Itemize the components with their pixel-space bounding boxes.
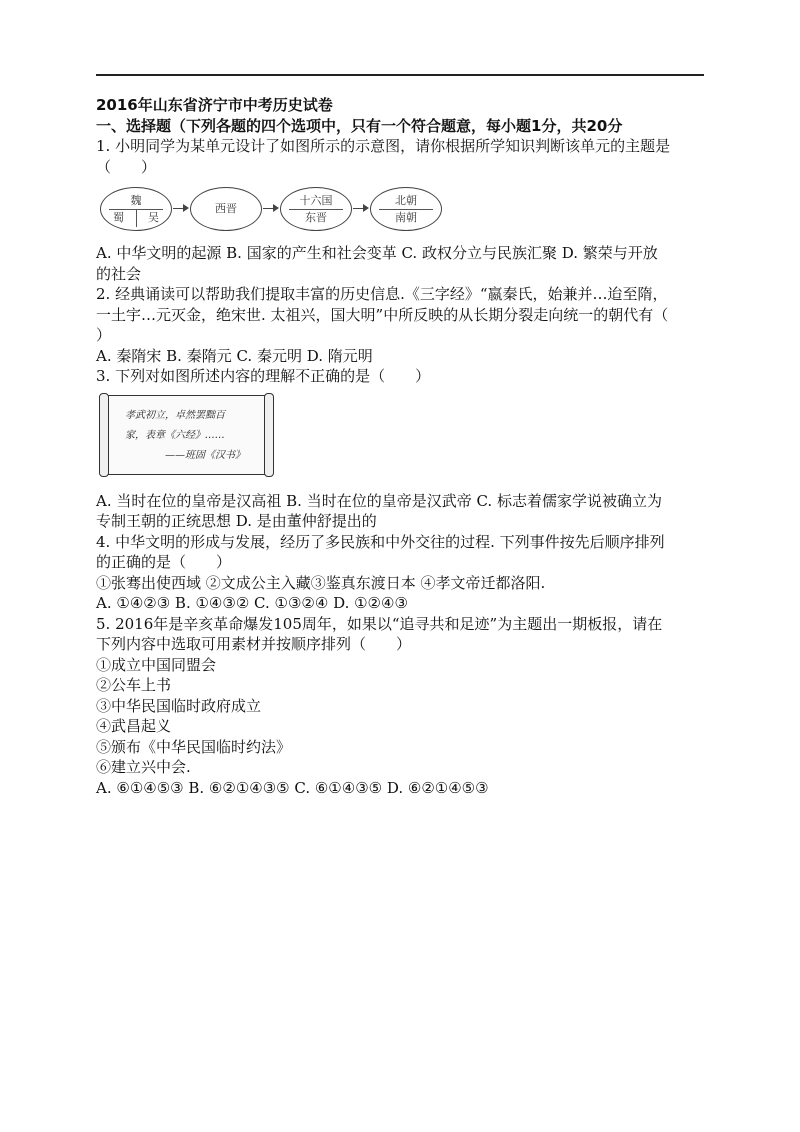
circle-label-northern: 北朝: [395, 194, 417, 207]
exam-content: [96, 95, 708, 798]
q3-options-line1: A. 当时在位的皇帝是汉高祖 B. 当时在位的皇帝是汉武帝 C. 标志着儒家学说被确立为: [96, 491, 662, 510]
q2-stem-line3: ）: [96, 326, 112, 344]
q4-stem-line2: 的正确的是（ ）: [96, 553, 232, 571]
q2-options: A. 秦隋宋 B. 秦隋元 C. 秦元明 D. 隋元明: [96, 346, 373, 365]
header-rule: [96, 74, 704, 76]
scroll-line: 孝武初立，卓然罢黜百: [125, 409, 225, 421]
circle-western-jin: [190, 187, 262, 231]
q4-options: A. ①④②③ B. ①④③② C. ①③②④ D. ①②④③: [96, 594, 408, 612]
circle-label-wei: 魏: [130, 194, 142, 207]
q4-items: ①张骞出使西域 ②文成公主入藏③鉴真东渡日本 ④孝文帝迁都洛阳.: [96, 573, 546, 592]
q2-stem-line1: 2. 经典诵读可以帮助我们提取丰富的历史信息.《三字经》“嬴秦氏，始兼并…迨至隋，: [96, 285, 668, 303]
circle-label-wu: 吴: [148, 211, 159, 224]
circle-three-kingdoms: [100, 187, 172, 231]
q5-item: ③中华民国临时政府成立: [96, 696, 262, 715]
scroll-line-source: ——班固《汉书》: [165, 449, 245, 461]
scroll-text: [125, 406, 245, 466]
scroll-paper: [104, 395, 271, 475]
q3-scroll-image: [96, 393, 708, 483]
circle-north-south: [370, 187, 442, 231]
q5-item: ⑥建立兴中会.: [96, 758, 191, 776]
divider: [289, 209, 343, 210]
arrow-icon: [353, 208, 367, 209]
q1-options-line1: A. 中华文明的起源 B. 国家的产生和社会变革 C. 政权分立与民族汇聚 D. 繁荣与开放: [96, 244, 658, 262]
q5-stem-line1: 5. 2016年是辛亥革命爆发105周年，如果以“追寻共和足迹”为主题出一期板报，请在: [96, 614, 663, 633]
arrow-icon: [173, 208, 187, 209]
q5-options: A. ⑥①④⑤③ B. ⑥②①④③⑤ C. ⑥①④③⑤ D. ⑥②①④⑤③: [96, 778, 489, 797]
divider: [379, 209, 433, 210]
circle-label-shu: 蜀: [113, 211, 124, 224]
q1-stem-line2: （ ）: [96, 157, 157, 176]
exam-title: 2016年山东省济宁市中考历史试卷: [96, 96, 333, 114]
q1-options-line2: 的社会: [96, 264, 142, 283]
q1-stem-line1: 1. 小明同学为某单元设计了如图所示的示意图，请你根据所学知识判断该单元的主题是: [96, 137, 671, 155]
circle-label-southern: 南朝: [395, 211, 417, 224]
q5-item: ④武昌起义: [96, 717, 172, 735]
scroll-roll-left: [99, 393, 109, 477]
q4-stem-line1: 4. 中华文明的形成与发展，经历了多民族和中外交往的过程. 下列事件按先后顺序排列: [96, 532, 665, 551]
arrow-icon: [263, 208, 277, 209]
q5-item: ②公车上书: [96, 676, 172, 694]
circle-sixteen-kingdoms: [280, 187, 352, 231]
scroll-line: 家，表章《六经》……: [125, 429, 225, 441]
q2-stem-line2: 一土宇…元灭金，绝宋世. 太祖兴，国大明”中所反映的从长期分裂走向统一的朝代有（: [96, 305, 669, 324]
circle-label-xijin: 西晋: [215, 202, 237, 215]
q3-stem: 3. 下列对如图所述内容的理解不正确的是（ ）: [96, 367, 431, 385]
scroll-roll-right: [264, 393, 274, 477]
q3-options-line2: 专制王朝的正统思想 D. 是由董仲舒提出的: [96, 512, 377, 530]
q5-item: ①成立中国同盟会: [96, 655, 217, 674]
circle-label-eastern-jin: 东晋: [305, 211, 327, 224]
circle-label-sixteen-kingdoms: 十六国: [299, 194, 333, 207]
q1-dynasty-diagram: [96, 179, 708, 239]
section-heading: 一、选择题（下列各题的四个选项中，只有一个符合题意，每小题1分，共20分: [96, 116, 623, 135]
q5-stem-line2: 下列内容中选取可用素材并按顺序排列（ ）: [96, 635, 412, 653]
q5-item: ⑤颁布《中华民国临时约法》: [96, 737, 292, 756]
